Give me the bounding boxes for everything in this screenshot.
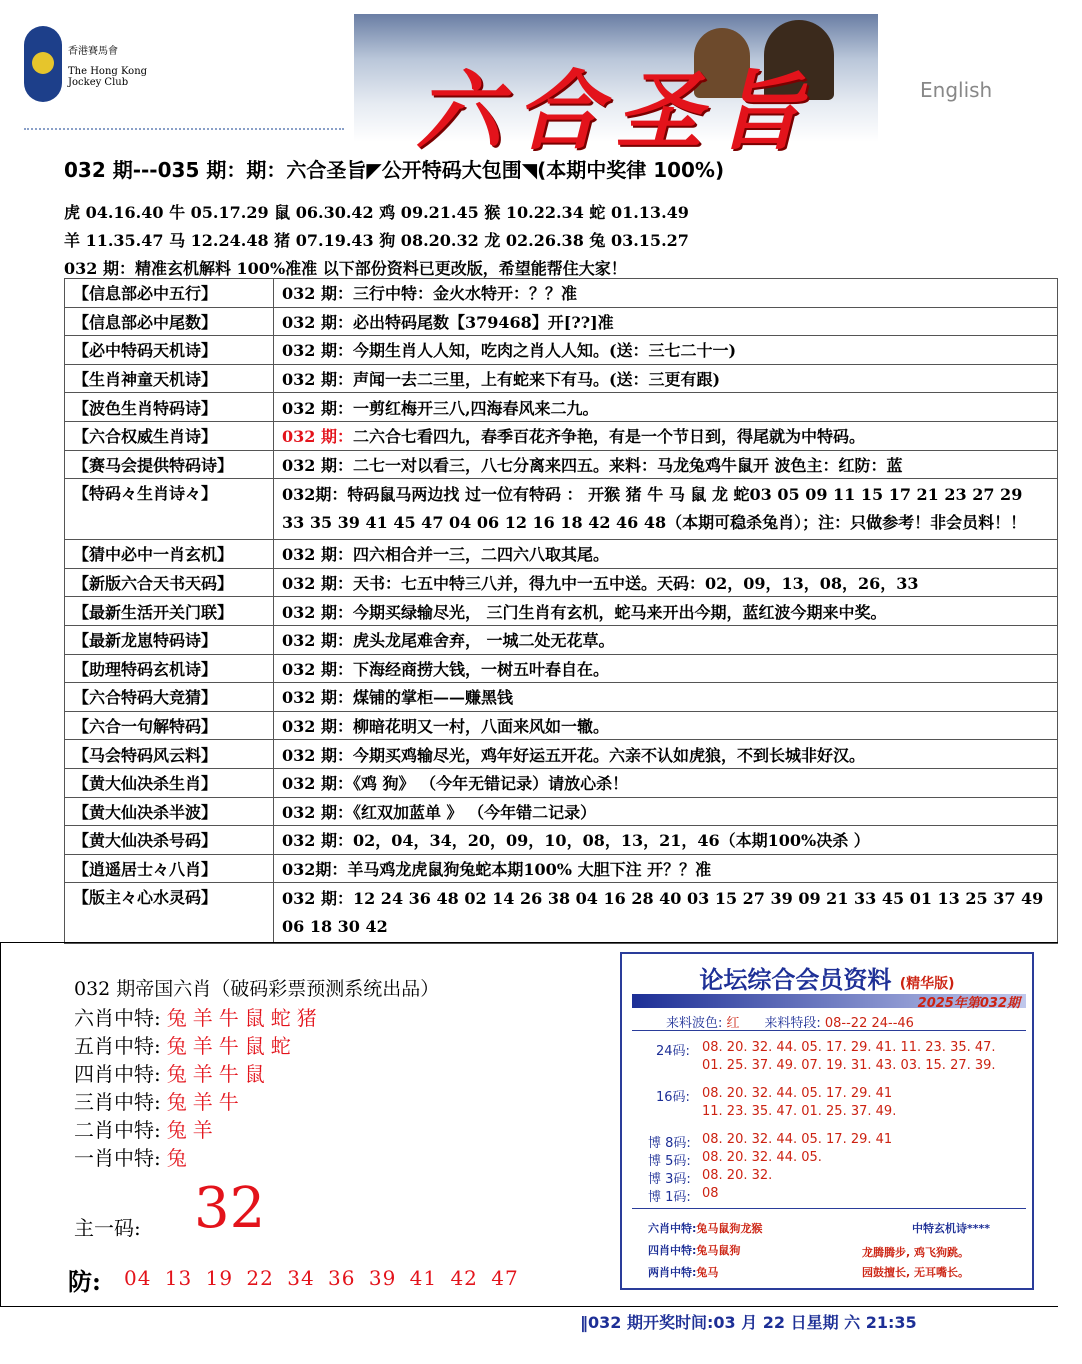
row-label: 【黄大仙决杀生肖】 <box>65 768 274 797</box>
code24-line2: 01. 25. 37. 49. 07. 19. 31. 43. 03. 15. 27. 39. <box>702 1058 996 1073</box>
row-value-text: 二六合七看四九，春季百花齐争艳，有是一个节日到，得尾就为中特码。 <box>352 427 865 447</box>
page-headline: 032 期---035 期：期：六合圣旨◤公开特码大包围◥(本期中奖律 100%) <box>64 158 725 182</box>
table-row <box>65 336 1058 365</box>
bo8-value: 08. 20. 32. 44. 05. 17. 29. 41 <box>702 1132 893 1147</box>
bo5-value: 08. 20. 32. 44. 05. <box>702 1150 822 1165</box>
six-zodiac-value: 兔羊 <box>166 1118 219 1142</box>
row-label: 【猜中必中一肖玄机】 <box>65 540 274 569</box>
row-label: 【特码々生肖诗々】 <box>65 479 274 540</box>
banner-title: 六合圣旨 <box>416 61 816 162</box>
row-value: 032 期：《红双加蓝单 》 （今年错二记录） <box>274 797 1058 826</box>
table-row <box>65 364 1058 393</box>
row-label: 【助理特码玄机诗】 <box>65 654 274 683</box>
row-value: 032 期：柳暗花明又一村，八面来风如一辙。 <box>274 711 1058 740</box>
row-value: 032 期：煤铺的掌柜——赚黑钱 <box>274 683 1058 712</box>
code16-label: 16码: <box>656 1090 690 1105</box>
row-value: 032 期：四六相合并一三，二四六八取其尾。 <box>274 540 1058 569</box>
row-value: 032期：特码鼠马两边找 过一位有特码 ： 开猴 猪 牛 马 鼠 龙 蛇03 05 09 11 15 17 21 23 27 29 33 35 39 41 45 47 04 06 12 16 18 42 46 48（本期可稳杀兔肖）；注：只做参考！非会员料！！ <box>274 479 1058 540</box>
row-label: 【信息部必中五行】 <box>65 279 274 308</box>
table-row <box>65 711 1058 740</box>
forum-two-row: 两肖中特:兔马 <box>648 1266 719 1279</box>
fang-label: 防: <box>68 1267 101 1296</box>
six-zodiac-label: 三肖中特: <box>74 1090 161 1114</box>
forum-poem-line1: 龙腾腾步, 鸡飞狗跳。 <box>862 1246 970 1259</box>
six-zodiac-title: 032 期帝国六肖（破码彩票预测系统出品） <box>74 978 440 1000</box>
table-row <box>65 797 1058 826</box>
row-value: 032 期：12 24 36 48 02 14 26 38 04 16 28 40 03 15 27 39 09 21 33 45 01 13 25 37 49 06 18 30 42 <box>274 883 1058 944</box>
english-link[interactable]: English <box>920 78 993 102</box>
main-code-label: 主一码: <box>74 1216 141 1240</box>
code24-line1: 08. 20. 32. 44. 05. 17. 29. 41. 11. 23. 35. 47. <box>702 1040 996 1055</box>
six-zodiac-label: 四肖中特: <box>74 1062 161 1086</box>
row-label: 【必中特码天机诗】 <box>65 336 274 365</box>
six-zodiac-value: 兔羊牛鼠蛇 <box>166 1034 297 1058</box>
bo1-value: 08 <box>702 1186 719 1201</box>
draw-time: ‖032 期开奖时间:03 月 22 日星期 六 21:35 <box>580 1313 917 1332</box>
logo-cn-text: 香港賽馬會 <box>68 46 118 57</box>
row-value: 032 期：下海经商捞大钱，一树五叶春自在。 <box>274 654 1058 683</box>
row-label: 【波色生肖特码诗】 <box>65 393 274 422</box>
row-label: 【六合权威生肖诗】 <box>65 421 274 450</box>
row-value: 032 期：声闻一去二三里，上有蛇来下有马。(送：三更有跟) <box>274 364 1058 393</box>
section-bottom-border <box>0 1306 1058 1307</box>
table-row <box>65 479 1058 540</box>
section-divider <box>0 942 1058 943</box>
table-row <box>65 826 1058 855</box>
bo3-label: 博 3码: <box>648 1172 691 1187</box>
row-label: 【赛马会提供特码诗】 <box>65 450 274 479</box>
bo8-label: 博 8码: <box>648 1136 691 1151</box>
jockey-club-logo[interactable] <box>24 26 174 102</box>
six-zodiac-row <box>74 1086 245 1115</box>
forum-wave-row: 来料波色: 红 来料特段: 08--22 24--46 <box>666 1016 914 1031</box>
row-value: 032 期：今期生肖人人知，吃肉之肖人人知。(送：三七二十一) <box>274 336 1058 365</box>
table-row <box>65 307 1058 336</box>
fang-numbers: 04 13 19 22 34 36 39 41 42 47 <box>124 1266 519 1290</box>
row-value: 032 期：天书：七五中特三八并，得九中一五中送。天码：02，09，13，08，26，33 <box>274 568 1058 597</box>
forum-poem-label: 中特玄机诗**** <box>912 1222 991 1235</box>
main-code-value: 32 <box>194 1176 266 1241</box>
row-value: 032 期：今期买绿输尽光， 三门生肖有玄机，蛇马来开出今期，蓝红波今期来中奖。 <box>274 597 1058 626</box>
row-label: 【六合一句解特码】 <box>65 711 274 740</box>
table-row <box>65 540 1058 569</box>
six-zodiac-row <box>74 1114 219 1143</box>
row-label: 【新版六合天书天码】 <box>65 568 274 597</box>
forum-member-card <box>620 952 1034 1290</box>
forum-divider <box>632 1030 1026 1031</box>
forum-title-tag: (精华版) <box>899 976 955 992</box>
table-row <box>65 625 1058 654</box>
six-zodiac-label: 五肖中特: <box>74 1034 161 1058</box>
row-label: 【信息部必中尾数】 <box>65 307 274 336</box>
header-dotted-divider <box>24 128 344 132</box>
row-value: 032 期：《鸡 狗》 （今年无错记录）请放心杀！ <box>274 768 1058 797</box>
table-row <box>65 768 1058 797</box>
row-value: 032 期：三行中特：金火水特开：？？准 <box>274 279 1058 308</box>
row-label: 【最新龙崽特码诗】 <box>65 625 274 654</box>
row-label: 【最新生活开关门联】 <box>65 597 274 626</box>
info-table <box>64 278 1058 944</box>
logo-en-text: The Hong Kong Jockey Club <box>68 66 148 88</box>
bo1-label: 博 1码: <box>648 1190 691 1205</box>
table-row <box>65 450 1058 479</box>
six-zodiac-value: 兔 <box>166 1146 193 1170</box>
table-row <box>65 279 1058 308</box>
section-left-border <box>0 942 1 1306</box>
bo5-label: 博 5码: <box>648 1154 691 1169</box>
row-label: 【马会特码风云料】 <box>65 740 274 769</box>
row-label: 【六合特码大竞猜】 <box>65 683 274 712</box>
row-value: 032 期：一剪红梅开三八,四海春风来二九。 <box>274 393 1058 422</box>
row-value <box>274 421 1058 450</box>
code24-label: 24码: <box>656 1044 690 1059</box>
row-label: 【生肖神童天机诗】 <box>65 364 274 393</box>
row-value: 032期：羊马鸡龙虎鼠狗兔蛇本期100% 大胆下注 开？？准 <box>274 854 1058 883</box>
forum-issue: 2025年第032期 <box>917 996 1020 1011</box>
code16-line1: 08. 20. 32. 44. 05. 17. 29. 41 <box>702 1086 893 1101</box>
forum-poem-line2: 园鼓擅长, 无耳嘴长。 <box>862 1266 970 1279</box>
table-row <box>65 854 1058 883</box>
six-zodiac-label: 一肖中特: <box>74 1146 161 1170</box>
table-row <box>65 421 1058 450</box>
row-label: 【黄大仙决杀号码】 <box>65 826 274 855</box>
forum-title: 论坛综合会员资料 (精华版) <box>699 966 955 994</box>
six-zodiac-row <box>74 1030 297 1059</box>
six-zodiac-row <box>74 1058 271 1087</box>
jockey-club-emblem-icon <box>24 26 62 102</box>
row-value: 032 期：今期买鸡输尽光，鸡年好运五开花。六亲不认如虎狼，不到长城非好汉。 <box>274 740 1058 769</box>
six-zodiac-value: 兔羊牛鼠 <box>166 1062 271 1086</box>
table-row <box>65 740 1058 769</box>
code16-line2: 11. 23. 35. 47. 01. 25. 37. 49. <box>702 1104 897 1119</box>
forum-six-row: 六肖中特:兔马鼠狗龙猴 <box>648 1222 763 1235</box>
table-row <box>65 654 1058 683</box>
six-zodiac-label: 六肖中特: <box>74 1006 161 1030</box>
six-zodiac-label: 二肖中特: <box>74 1118 161 1142</box>
table-row <box>65 393 1058 422</box>
zodiac-numbers-line: 虎 04.16.40 牛 05.17.29 鼠 06.30.42 鸡 09.21.45 猴 10.22.34 蛇 01.13.49 <box>64 203 689 222</box>
six-zodiac-value: 兔羊牛鼠蛇猪 <box>166 1006 323 1030</box>
table-row <box>65 883 1058 944</box>
row-label: 【逍遥居士々八肖】 <box>65 854 274 883</box>
row-value: 032 期：02，04，34，20，09，10，08，13，21，46（本期100%决杀 ） <box>274 826 1058 855</box>
forum-divider <box>632 1208 1026 1209</box>
table-row <box>65 568 1058 597</box>
row-value: 032 期：虎头龙尾难舍弃， 一城二处无花草。 <box>274 625 1058 654</box>
row-label: 【版主々心水灵码】 <box>65 883 274 944</box>
bo3-value: 08. 20. 32. <box>702 1168 773 1183</box>
table-row <box>65 683 1058 712</box>
zodiac-numbers-line: 羊 11.35.47 马 12.24.48 猪 07.19.43 狗 08.20.32 龙 02.26.38 兔 03.15.27 <box>64 231 689 250</box>
row-label: 【黄大仙决杀半波】 <box>65 797 274 826</box>
row-value: 032 期：必出特码尾数【379468】开[??]准 <box>274 307 1058 336</box>
row-value: 032 期：二七一对以看三，八七分离来四五。来料：马龙兔鸡牛鼠开 波色主：红防：蓝 <box>274 450 1058 479</box>
six-zodiac-value: 兔羊牛 <box>166 1090 245 1114</box>
row-value-prefix: 032 期： <box>282 427 353 447</box>
six-zodiac-row <box>74 1142 193 1171</box>
six-zodiac-row <box>74 1002 323 1031</box>
table-row <box>65 597 1058 626</box>
forum-four-row: 四肖中特:兔马鼠狗 <box>648 1244 741 1257</box>
intro-text: 032 期：精准玄机解料 100%准准 以下部份资料已更改版，希望能帮住大家！ <box>64 259 627 278</box>
